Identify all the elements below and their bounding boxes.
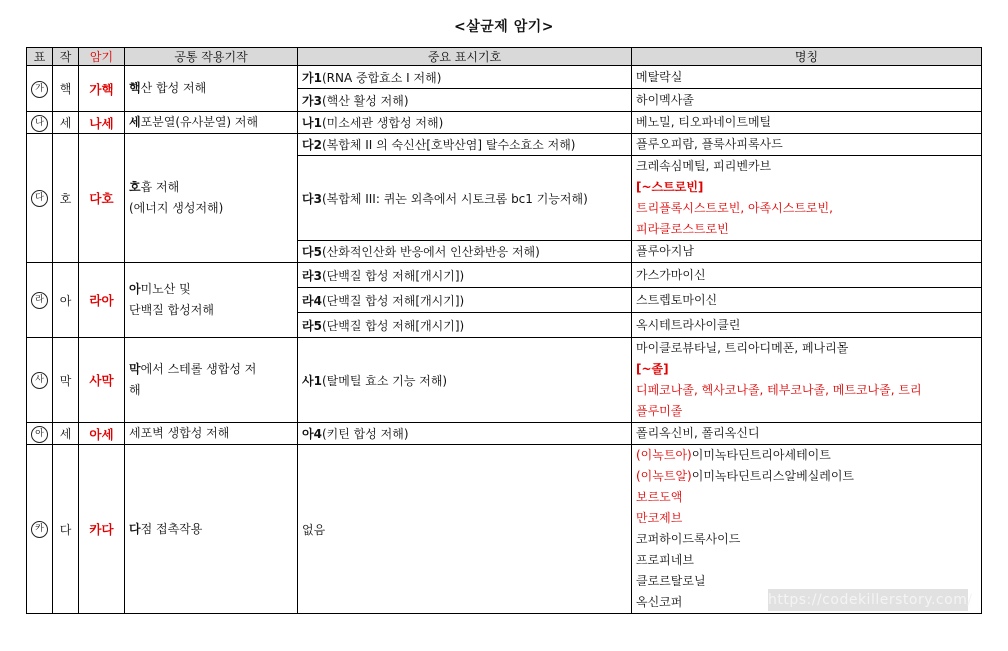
code-bold: 나1 [302,116,322,130]
code-cell [298,313,632,338]
code-cell [298,112,632,134]
name-line [636,315,977,336]
name-text: 이미녹타딘트리스알베실레이트 [691,469,855,483]
name-cell [632,112,982,134]
name-text: 플루오피람, 플룩사피록사드 [636,137,783,151]
mechanism-text: 포분열(유사분열) 저해 [140,115,259,129]
name-text: 만코제브 [636,511,683,525]
code-cell [298,66,632,89]
header-action: 작 [53,48,79,66]
name-line [636,112,977,133]
mechanism-text-line2: (에너지 생성저해) [129,201,224,215]
mechanism-text: 에서 스테롤 생합성 저 [140,362,257,376]
group-symbol-cell [27,445,53,614]
table-row [27,112,982,134]
code-cell [298,134,632,156]
name-text: 트리플록시스트로빈, 아족시스트로빈, [636,201,833,215]
fungicide-table [26,47,982,614]
name-prefix: (이녹트아) [636,448,692,462]
circled-symbol: 가 [31,81,48,98]
table-row [27,423,982,445]
group-memo-cell: 다호 [79,134,125,263]
group-memo-cell: 아세 [79,423,125,445]
code-cell [298,338,632,423]
group-symbol-cell [27,112,53,134]
header-code: 중요 표시기호 [298,48,632,66]
name-text: 플루미졸 [636,404,683,418]
mechanism-bold: 아 [129,282,141,296]
group-memo-cell: 가핵 [79,66,125,112]
name-text: 옥시테트라사이클린 [636,317,741,332]
name-text: 마이클로뷰타닐, 트리아디메폰, 페나리몰 [636,341,849,355]
name-text: 옥신코퍼 [636,595,683,609]
name-text: [~스트로빈] [636,180,704,194]
code-desc: (키틴 합성 저해) [321,427,409,441]
name-cell [632,288,982,313]
name-cell [632,263,982,288]
name-text: 디페코나졸, 헥사코나졸, 테부코나졸, 메트코나졸, 트리 [636,383,922,397]
mechanism-bold: 다 [129,521,141,536]
code-desc: (산화적인산화 반응에서 인산화반응 저해) [321,245,540,259]
group-action-cell: 막 [53,338,79,423]
name-text: 코퍼하이드록사이드 [636,532,741,546]
name-line [636,401,977,422]
name-cell [632,66,982,89]
circled-symbol: 카 [31,521,48,538]
group-symbol-cell [27,423,53,445]
group-action-cell: 아 [53,263,79,338]
code-bold: 사1 [302,373,322,388]
name-cell [632,134,982,156]
mechanism-text: 세포벽 생합성 저해 [129,426,230,440]
code-desc: (핵산 활성 저해) [321,93,409,108]
group-action-cell: 핵 [53,66,79,112]
name-line [636,241,977,262]
code-desc: (단백질 합성 저해[개시기]) [321,318,465,333]
code-cell [298,288,632,313]
mechanism-bold: 막 [129,362,141,376]
header-memo: 암기 [79,48,125,66]
name-line [636,290,977,311]
code-cell [298,423,632,445]
code-bold: 라5 [302,318,322,333]
code-desc: (단백질 합성 저해[개시기]) [321,268,465,283]
name-prefix: (이녹트알) [636,469,692,483]
group-action-cell: 세 [53,423,79,445]
mechanism-text: 산 합성 저해 [140,81,207,95]
name-text: 플루아지남 [636,244,694,258]
group-action-cell: 다 [53,445,79,614]
name-text: 하이멕사졸 [636,92,694,107]
name-line [636,466,977,487]
group-memo-cell: 나세 [79,112,125,134]
name-text: 메탈락실 [636,69,683,84]
table-row [27,263,982,288]
table-row [27,338,982,423]
code-desc: (복합체 II 의 숙신산[호박산염] 탈수소효소 저해) [321,138,576,152]
mechanism-bold: 세 [129,115,141,129]
group-symbol-cell [27,66,53,112]
group-symbol-cell [27,134,53,263]
code-bold: 다2 [302,138,322,152]
name-text: [~졸] [636,362,669,376]
code-cell [298,89,632,112]
name-text: 보르도액 [636,490,683,504]
code-desc: (RNA 중합효소 I 저해) [321,70,442,85]
circled-symbol: 사 [31,372,48,389]
code-bold: 가3 [302,93,322,108]
group-memo-cell: 라아 [79,263,125,338]
header-name: 명칭 [632,48,982,66]
name-cell [632,241,982,263]
code-desc: 없음 [302,522,326,537]
code-cell [298,445,632,614]
name-text: 스트렙토마이신 [636,292,718,307]
table-row [27,134,982,156]
mechanism-text: 점 접촉작용 [140,521,203,536]
group-mechanism-cell [125,66,298,112]
group-symbol-cell [27,263,53,338]
group-action-cell: 호 [53,134,79,263]
group-mechanism-cell [125,263,298,338]
table-row [27,66,982,89]
name-cell [632,313,982,338]
name-line [636,445,977,466]
name-cell [632,89,982,112]
name-text: 가스가마이신 [636,267,706,282]
name-line [636,550,977,571]
mechanism-text-line2: 해 [129,383,141,397]
name-line [636,380,977,401]
name-line [636,359,977,380]
circled-symbol: 라 [31,292,48,309]
name-line [636,487,977,508]
name-text: 크레속심메틸, 피리벤카브 [636,159,772,173]
name-text: 클로르탈로닐 [636,574,706,588]
name-line [636,265,977,286]
name-line [636,338,977,359]
code-cell [298,263,632,288]
name-text: 베노밀, 티오파네이트메틸 [636,115,772,129]
name-text: 폴리옥신비, 폴리옥신디 [636,426,760,440]
name-line [636,90,977,111]
mechanism-text: 흡 저해 [140,180,180,194]
code-bold: 다3 [302,191,322,206]
group-mechanism-cell [125,445,298,614]
circled-symbol: 아 [31,426,48,443]
group-mechanism-cell [125,134,298,263]
name-line [636,177,977,198]
name-line [636,423,977,444]
name-line [636,219,977,240]
name-line [636,134,977,155]
circled-symbol: 나 [31,115,48,132]
name-line [636,67,977,88]
mechanism-text: 미노산 및 [140,282,191,296]
name-cell [632,423,982,445]
group-symbol-cell [27,338,53,423]
name-text: 이미녹타딘트리아세테이트 [691,448,831,462]
code-bold: 아4 [302,427,322,441]
group-mechanism-cell [125,112,298,134]
code-bold: 가1 [302,70,322,85]
group-memo-cell: 카다 [79,445,125,614]
group-mechanism-cell [125,423,298,445]
name-line [636,198,977,219]
group-memo-cell: 사막 [79,338,125,423]
group-mechanism-cell [125,338,298,423]
header-symbol: 표 [27,48,53,66]
mechanism-bold: 핵 [129,81,141,95]
code-cell [298,156,632,241]
mechanism-bold: 호 [129,180,141,194]
circled-symbol: 다 [31,190,48,207]
code-desc: (탈메틸 효소 기능 저해) [321,373,448,388]
name-cell [632,338,982,423]
header-mechanism: 공통 작용기작 [125,48,298,66]
group-action-cell: 세 [53,112,79,134]
code-desc: (미소세관 생합성 저해) [321,116,444,130]
page-title: <살균제 암기> [454,19,554,35]
code-cell [298,241,632,263]
name-text: 피라클로스트로빈 [636,222,729,236]
name-line [636,529,977,550]
mechanism-text-line2: 단백질 합성저해 [129,303,214,317]
name-text: 프로피네브 [636,553,694,567]
code-bold: 라3 [302,268,322,283]
name-cell [632,156,982,241]
name-line [636,508,977,529]
code-bold: 다5 [302,245,322,259]
watermark: https://codekillerstory.com/ [768,589,968,611]
name-line [636,156,977,177]
code-desc: (단백질 합성 저해[개시기]) [321,293,465,308]
table-header-row [27,48,982,66]
code-bold: 라4 [302,293,322,308]
code-desc: (복합체 III: 퀴논 외측에서 시토크롬 bc1 기능저해) [321,191,588,206]
